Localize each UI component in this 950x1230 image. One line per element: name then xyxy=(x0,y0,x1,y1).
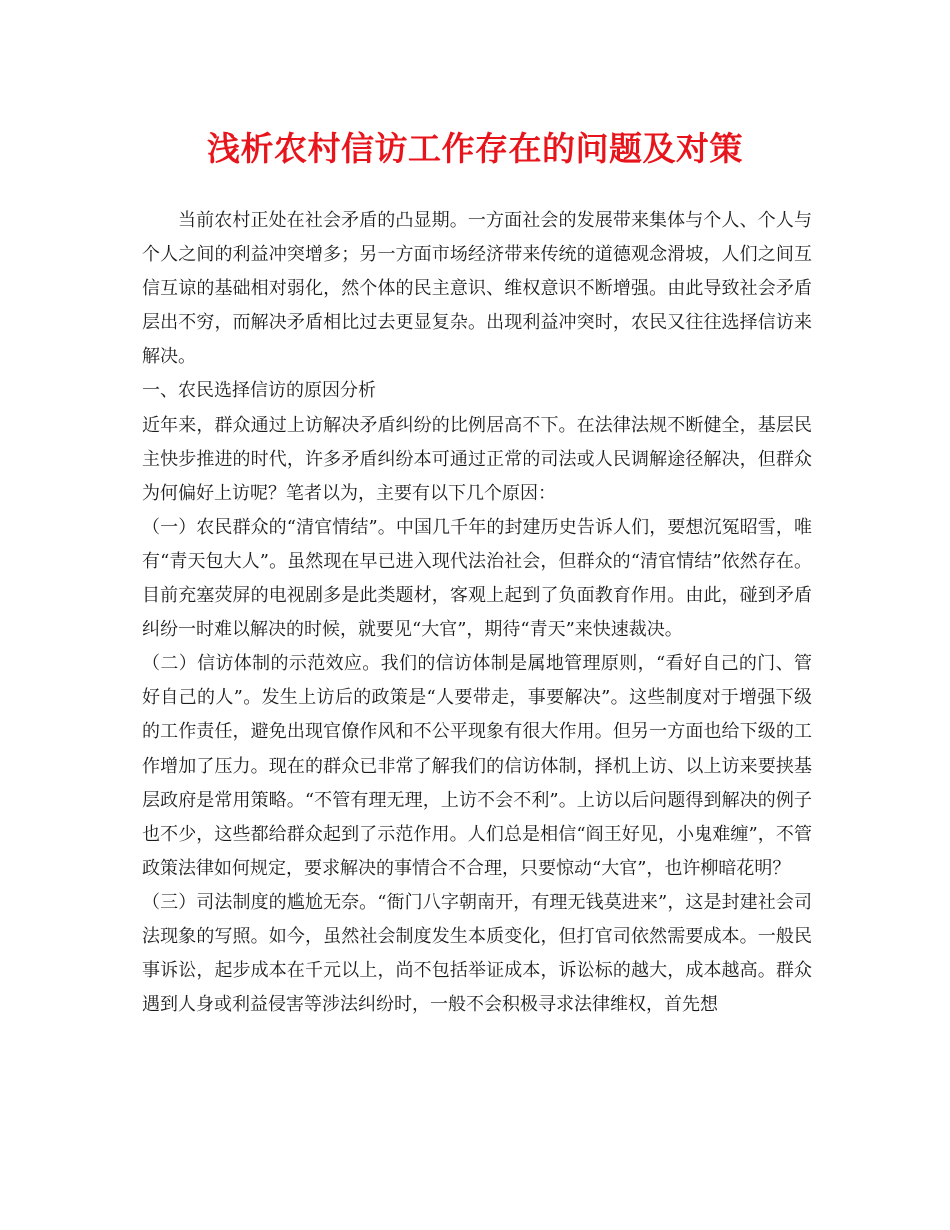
section-heading-1: 一、农民选择信访的原因分析 xyxy=(142,380,376,402)
paragraph-section-1: 近年来，群众通过上访解决矛盾纠纷的比例居高不下。在法律法规不断健全，基层民主快步推进的时代，许多矛盾纠纷本可通过正常的司法或人民调解途径解决，但群众为何偏好上访呢？笔者以为，主要有以下几个原因： xyxy=(142,414,812,504)
paragraph-reason-1: （一）农民群众的“清官情结”。中国几千年的封建历史告诉人们，要想沉冤昭雪，唯有“青天包大人”。虽然现在早已进入现代法治社会，但群众的“清官情结”依然存在。目前充塞荧屏的电视剧多是此类题材，客观上起到了负面教育作用。由此，碰到矛盾纠纷一时难以解决的时候，就要见“大官”，期待“青天”来快速裁决。 xyxy=(142,516,812,641)
paragraph-reason-2: （二）信访体制的示范效应。我们的信访体制是属地管理原则，“看好自己的门、管好自己的人”。发生上访后的政策是“人要带走，事要解决”。这些制度对于增强下级的工作责任，避免出现官僚作风和不公平现象有很大作用。但另一方面也给下级的工作增加了压力。现在的群众已非常了解我们的信访体制，择机上访、以上访来要挟基层政府是常用策略。“不管有理无理，上访不会不利”。上访以后问题得到解决的例子也不少，这些都给群众起到了示范作用。人们总是相信“阎王好见，小鬼难缠”，不管政策法律如何规定，要求解决的事情合不合理，只要惊动“大官”，也许柳暗花明？ xyxy=(142,653,812,879)
document-title: 浅析农村信访工作存在的问题及对策 xyxy=(207,129,743,168)
paragraph-reason-3: （三）司法制度的尴尬无奈。“衙门八字朝南开，有理无钱莫进来”，这是封建社会司法现象的写照。如今，虽然社会制度发生本质变化，但打官司依然需要成本。一般民事诉讼，起步成本在千元以上，尚不包括举证成本，诉讼标的越大，成本越高。群众遇到人身或利益侵害等涉法纠纷时，一般不会积极寻求法律维权，首先想 xyxy=(142,891,812,1016)
paragraph-intro: 当前农村正处在社会矛盾的凸显期。一方面社会的发展带来集体与个人、个人与个人之间的利益冲突增多；另一方面市场经济带来传统的道德观念滑坡，人们之间互信互谅的基础相对弱化，然个体的民主意识、维权意识不断增强。由此导致社会矛盾层出不穷，而解决矛盾相比过去更显复杂。出现利益冲突时，农民又往往选择信访来解决。 xyxy=(142,210,812,368)
document-body xyxy=(142,204,812,1022)
